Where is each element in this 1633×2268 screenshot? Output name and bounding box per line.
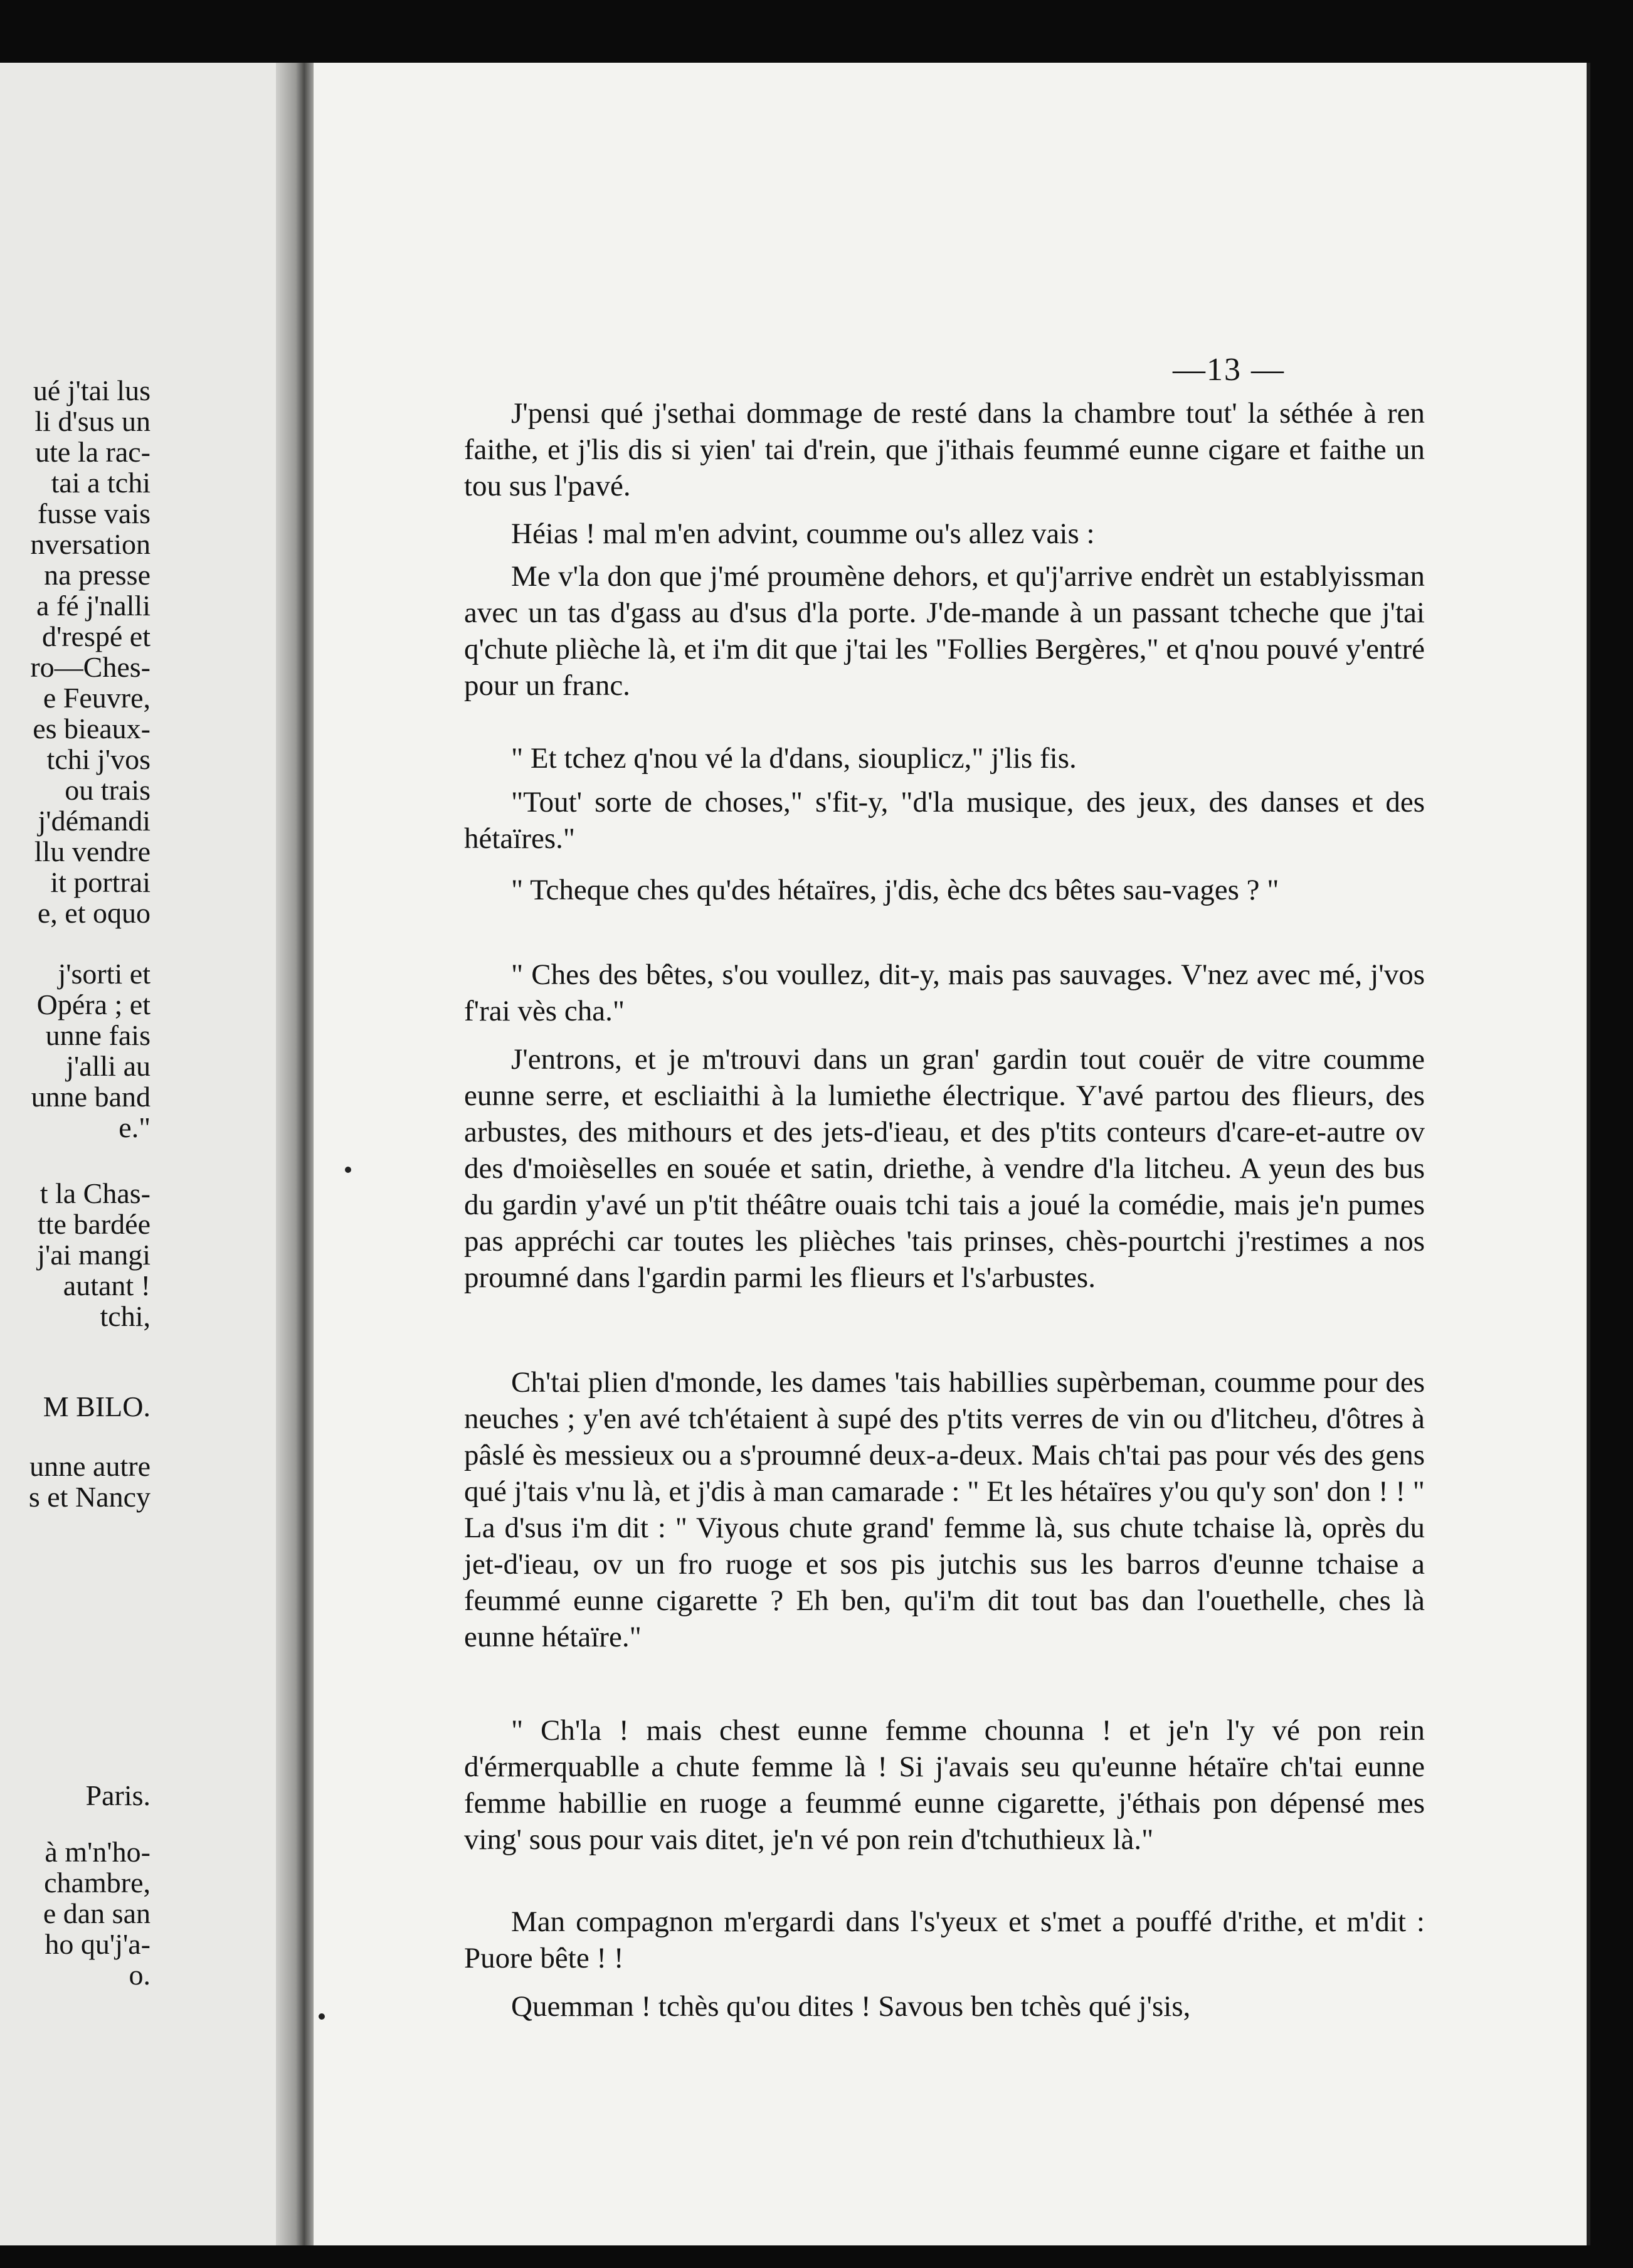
paragraph: J'pensi qué j'sethai dommage de resté dans la chambre tout' la séthée à ren faithe, et j'lis dis si yien' tai d'rein, que j'ithais feummé eunne cigare et faithe un tou sus l'pavé. bbox=[464, 397, 1425, 502]
facing-page-left bbox=[0, 63, 316, 2245]
left-fragment: llu vendre bbox=[34, 835, 151, 867]
left-fragment: j'ai mangi bbox=[37, 1239, 151, 1271]
left-fragment: na presse bbox=[44, 559, 151, 591]
paragraph: Ch'tai plien d'monde, les dames 'tais habillies supèrbeman, coumme pour des neuches ; y'en avé tch'étaient à supé des p'tits verres de vin ou d'litcheu, d'ôtres à pâslé ès messieux ou a s'proumné deux-a-deux. Mais ch'tai pas pour vés des gens qué j'tais v'nu là, et j'dis à man camarade : " Et les hétaïres y'ou qu'y son' don ! ! " La d'sus i'm dit : " Viyous chute grand' femme là, sus chute tchaise là, oprès du jet-d'ieau, ov un fro ruoge et sos pis jutchis sus les barros d'eunne tchaise a feummé eunne cigarette ? Eh ben, qu'i'm dit tout bas dan l'ouethelle, ches là eunne hétaïre." bbox=[464, 1366, 1425, 1653]
left-fragment: tchi, bbox=[100, 1300, 151, 1332]
left-fragment: tte bardée bbox=[37, 1208, 151, 1240]
left-fragment: chambre, bbox=[44, 1867, 151, 1899]
left-fragment: ute la rac- bbox=[35, 436, 151, 468]
paragraph: "Tout' sorte de choses," s'fit-y, "d'la musique, des jeux, des danses et des hétaïres." bbox=[464, 786, 1425, 855]
left-fragment: Opéra ; et bbox=[36, 988, 151, 1020]
left-fragment: Paris. bbox=[85, 1779, 151, 1811]
paragraph: " Tcheque ches qu'des hétaïres, j'dis, èche dcs bêtes sau-vages ? " bbox=[511, 874, 1279, 906]
left-fragment: ué j'tai lus bbox=[33, 374, 151, 406]
main-page-right bbox=[314, 63, 1590, 2245]
left-fragment: ou trais bbox=[65, 774, 151, 806]
paragraph: Man compagnon m'ergardi dans l's'yeux et s'met a pouffé d'rithe, et m'dit : Puore bête ! ! bbox=[464, 1905, 1425, 1974]
left-fragment: t la Chas- bbox=[40, 1177, 151, 1209]
left-fragment: o. bbox=[129, 1959, 151, 1991]
left-fragment: unne band bbox=[31, 1081, 151, 1113]
left-fragment: d'respé et bbox=[41, 620, 151, 652]
left-fragment: tai a tchi bbox=[51, 467, 151, 499]
paragraph: Héias ! mal m'en advint, coumme ou's allez vais : bbox=[511, 517, 1095, 550]
left-fragment: a fé j'nalli bbox=[36, 590, 151, 622]
left-fragment: ho qu'j'a- bbox=[45, 1928, 151, 1960]
left-fragment: e dan san bbox=[43, 1897, 151, 1929]
paragraph: " Et tchez q'nou vé la d'dans, siouplicz," j'lis fis. bbox=[511, 742, 1077, 775]
paragraph: " Ch'la ! mais chest eunne femme chounna ! et je'n l'y vé pon rein d'érmerquablle a chute femme là ! Si j'avais seu qu'eunne hétaïre ch'tai eunne femme habillie en ruoge a feummé eunne cigarette, j'éthais pon dépensé mes ving' sous pour vais ditet, je'n vé pon rein d'tchuthieux là." bbox=[464, 1714, 1425, 1856]
left-fragment: s et Nancy bbox=[28, 1481, 151, 1513]
left-fragment: it portrai bbox=[50, 866, 151, 898]
left-signature: M BILO. bbox=[43, 1391, 151, 1423]
left-fragment: j'sorti et bbox=[58, 958, 151, 990]
paragraph: " Ches des bêtes, s'ou voullez, dit-y, mais pas sauvages. V'nez avec mé, j'vos f'rai vès cha." bbox=[464, 958, 1425, 1027]
paragraph: Quemman ! tchès qu'ou dites ! Savous ben tchès qué j'sis, bbox=[511, 1990, 1191, 2023]
left-fragment: j'alli au bbox=[66, 1050, 151, 1082]
left-fragment: e Feuvre, bbox=[43, 682, 151, 714]
page-number: —13 — bbox=[1173, 352, 1285, 388]
paragraph: J'entrons, et je m'trouvi dans un gran' gardin tout couër de vitre coumme eunne serre, et escliaithi à la lumiethe électrique. Y'avé partou des flieurs, des arbustes, des mithours et des jets-d'ieau, et des p'tits conteurs d'care-et-autre ov des d'moièselles en souée et satin, driethe, à vendre d'la litcheu. A yeun des bus du gardin y'avé un p'tit théâtre ouais tchi tais a joué la comédie, mais je'n pumes pas appréchi car toutes les plièches 'tais prinses, chès-pourtchi j'restimes a nos proumné dans l'gardin parmi les flieurs et l's'arbustes. bbox=[464, 1043, 1425, 1294]
left-fragment: fusse vais bbox=[37, 497, 151, 529]
left-fragment: à m'n'ho- bbox=[45, 1836, 151, 1868]
left-fragment: tchi j'vos bbox=[46, 743, 151, 775]
left-fragment: e." bbox=[119, 1111, 151, 1143]
ink-speck bbox=[319, 2013, 325, 2020]
left-fragment: unne fais bbox=[45, 1019, 151, 1051]
left-fragment: li d'sus un bbox=[34, 405, 151, 437]
left-fragment: es bieaux- bbox=[33, 713, 151, 745]
paragraph: Me v'la don que j'mé proumène dehors, et qu'j'arrive endrèt un establyissman avec un tas d'gass au d'sus d'la porte. J'de-mande à un passant tcheche que j'tai q'chute plièche là, et i'm dit que j'tai les "Follies Bergères," et q'nou pouvé y'entré pour un franc. bbox=[464, 560, 1425, 702]
left-fragment: unne autre bbox=[29, 1450, 151, 1482]
ink-speck bbox=[345, 1167, 351, 1173]
left-fragment: ro—Ches- bbox=[30, 651, 151, 683]
left-fragment: j'démandi bbox=[38, 805, 151, 837]
left-fragment: e, et oquo bbox=[37, 897, 151, 929]
left-fragment: autant ! bbox=[63, 1269, 151, 1301]
left-fragment: nversation bbox=[30, 528, 151, 560]
